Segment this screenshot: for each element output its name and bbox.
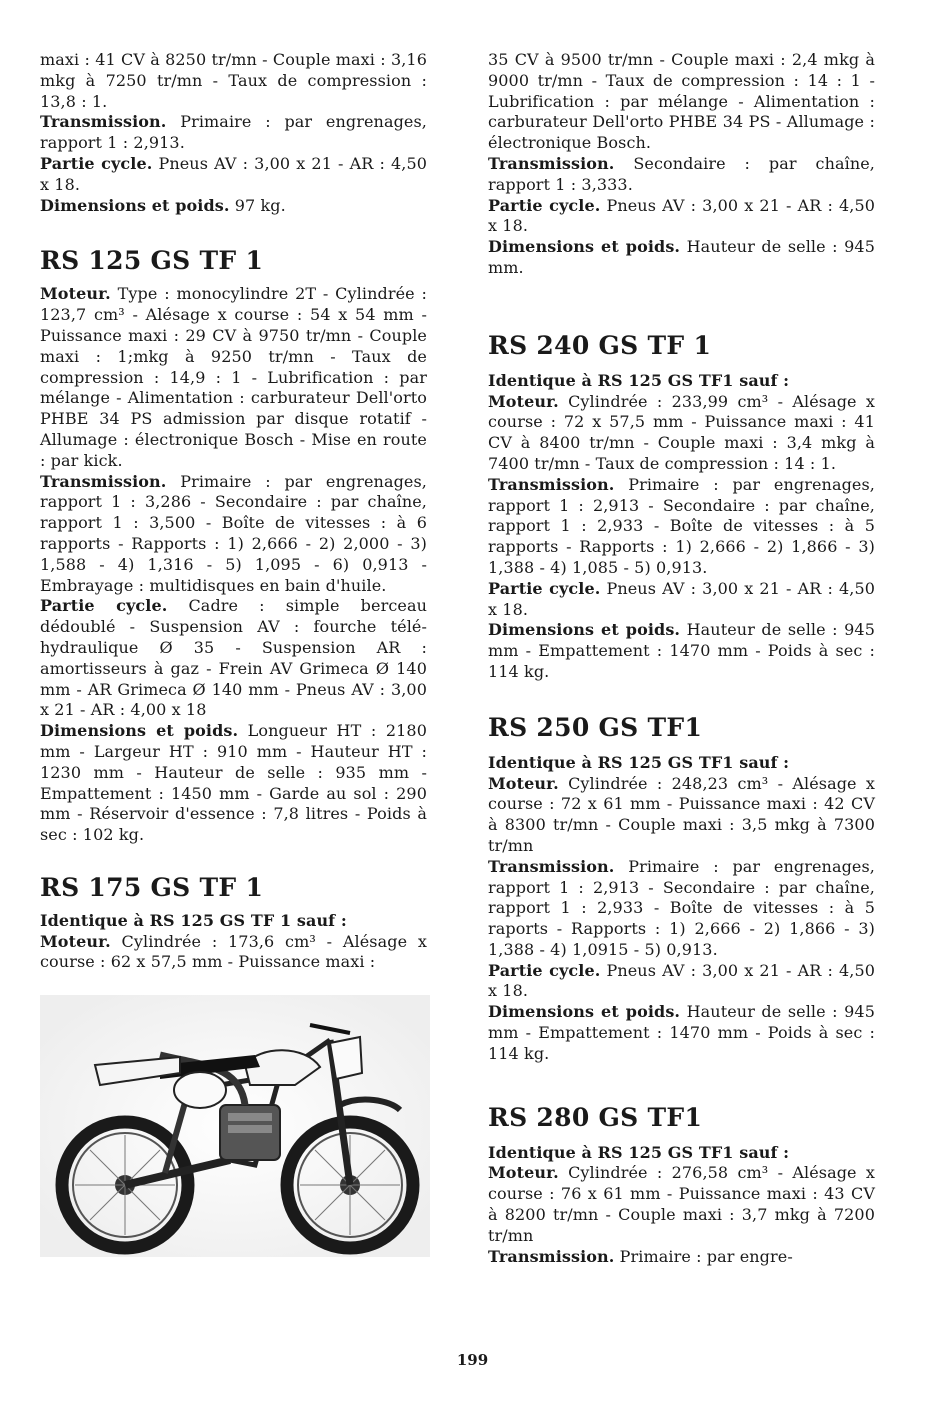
rs125-spec-block — [40, 284, 427, 846]
section-title-rs175: RS 175 GS TF 1 — [40, 872, 264, 902]
spec-text: Primaire : par engrenages, rapport 1 : 2,913 - Secondaire : par chaîne, rapport 1 : 2,933 - Boîte de vitesses : à 5 raports - Rapports : 1) 2,666 - 2) 1,866 - 3) 1,388 - 4) 1,0915 - 5) 0,913. — [488, 856, 875, 959]
spec-text: Cylindrée : 276,58 cm³ - Alésage x course : 76 x 61 mm - Puissance maxi : 43 CV à 8200 tr/mn - Couple maxi : 3,7 mkg à 7200 tr/mn — [488, 1163, 875, 1245]
spec-text: Hauteur de selle : 945 mm - Empattement : 1470 mm - Poids à sec : 114 kg. — [488, 620, 875, 681]
spec-heading: Identique à RS 125 GS TF1 sauf : — [488, 1142, 790, 1162]
spec-paragraph — [488, 1002, 875, 1064]
spec-text: Pneus AV : 3,00 x 21 - AR : 4,50 x 18. — [40, 153, 428, 194]
spec-paragraph — [40, 472, 427, 597]
spec-paragraph — [488, 371, 875, 392]
spec-heading: Identique à RS 125 GS TF 1 sauf : — [40, 910, 347, 930]
spec-paragraph — [488, 475, 875, 579]
section-title-rs125: RS 125 GS TF 1 — [40, 246, 264, 276]
spec-paragraph — [488, 579, 875, 621]
left-column — [40, 50, 427, 1257]
section-title-rs250: RS 250 GS TF1 — [488, 712, 703, 742]
spec-text: Hauteur de selle : 945 mm. — [488, 237, 875, 277]
motorcycle-illustration — [40, 995, 430, 1257]
spec-text: Longueur HT : 2180 mm - Largeur HT : 910 mm - Hauteur HT : 1230 mm - Hauteur de selle : 935 mm - Empattement : 1450 mm - Garde au sol : 290 mm - Réservoir d'essence : 7,8 litres - Poids à sec : 102 kg. — [40, 721, 427, 845]
spec-paragraph — [488, 237, 875, 279]
spec-heading: Moteur. — [40, 931, 111, 951]
spec-heading: Dimensions et poids. — [488, 1002, 681, 1022]
spec-heading: Moteur. — [40, 284, 111, 304]
spec-text: Primaire : par engrenages, rapport 1 : 3,286 - Secondaire : par chaîne, rapport 1 : 3,500 - Boîte de vitesses : à 6 rapports - Rapports : 1) 2,666 - 2) 2,000 - 3) 1,588 - 4) 1,316 - 5) 1,095 - 6) 0,913 - Embrayage : multidisques en bain d'huile. — [40, 471, 427, 595]
spec-text: 35 CV à 9500 tr/mn - Couple maxi : 2,4 mkg à 9000 tr/mn - Taux de compression : 14 : 1 - Lubrification : par mélange - Alimentation : carburateur Dell'orto PHBE 34 PS - Allumage : électronique Bosch. — [488, 50, 875, 153]
intro-continuation — [40, 50, 427, 216]
spec-text: Primaire : par engrenages, rapport 1 : 2,913 - Secondaire : par chaîne, rapport 1 : 2,933 - Boîte de vitesses : à 5 rapports - Rapports : 1) 2,666 - 2) 1,866 - 3) 1,388 - 4) 1,085 - 5) 0,913. — [488, 474, 875, 577]
spec-paragraph — [488, 392, 875, 475]
spec-heading: Identique à RS 125 GS TF1 sauf : — [488, 752, 790, 772]
intro-continuation-right — [488, 50, 875, 279]
spec-heading: Identique à RS 125 GS TF1 sauf : — [488, 370, 790, 390]
spec-heading: Partie cycle. — [40, 596, 168, 616]
spec-text: Cylindrée : 233,99 cm³ - Alésage x course : 72 x 57,5 mm - Puissance maxi : 41 CV à 8400 tr/mn - Couple maxi : 3,4 mkg à 7400 tr/mn - Taux de compression : 14 : 1. — [488, 391, 875, 473]
spec-paragraph — [488, 620, 875, 682]
rs240-spec-block — [488, 371, 875, 683]
motorcycle-photo — [40, 995, 430, 1257]
spec-text: Type : monocylindre 2T - Cylindrée : 123,7 cm³ - Alésage x course : 54 x 54 mm - Puissance maxi : 29 CV à 9750 tr/mn - Couple maxi : 1;mkg à 9250 tr/mn - Taux de compression : 14,9 : 1 - Lubrification : par mélange - Alimentation : carburateur Dell'orto PHBE 34 PS admission par disque rotatif - Allumage : électronique Bosch - Mise en route : par kick. — [40, 284, 427, 470]
spec-text: Cylindrée : 173,6 cm³ - Alésage x course : 62 x 57,5 mm - Puissance maxi : — [40, 931, 427, 972]
spec-paragraph — [40, 284, 427, 471]
spec-heading: Transmission. — [488, 1246, 615, 1266]
spec-heading: Dimensions et poids. — [40, 721, 239, 741]
spec-heading: Moteur. — [488, 773, 559, 793]
spec-heading: Partie cycle. — [488, 960, 601, 980]
spec-paragraph — [488, 857, 875, 961]
spec-paragraph — [40, 721, 427, 846]
spec-heading: Dimensions et poids. — [40, 195, 230, 215]
section-title-rs240: RS 240 GS TF 1 — [488, 330, 712, 360]
spec-text: Hauteur de selle : 945 mm - Empattement : 1470 mm - Poids à sec : 114 kg. — [488, 1002, 875, 1063]
spec-heading: Transmission. — [488, 474, 615, 494]
spec-paragraph — [40, 50, 427, 112]
spec-paragraph — [40, 911, 427, 932]
spec-text: Pneus AV : 3,00 x 21 - AR : 4,50 x 18. — [488, 195, 876, 236]
spec-paragraph — [488, 1163, 875, 1246]
spec-paragraph — [488, 961, 875, 1003]
spec-heading: Partie cycle. — [40, 153, 153, 173]
rs280-spec-block — [488, 1143, 875, 1268]
spec-paragraph — [488, 1247, 875, 1268]
spec-paragraph — [40, 196, 427, 217]
spec-paragraph — [40, 112, 427, 154]
spec-heading: Transmission. — [40, 471, 167, 491]
spec-paragraph — [488, 1143, 875, 1164]
spec-text: Primaire : par engrenages, rapport 1 : 2,913. — [40, 112, 427, 153]
rs175-spec-block — [40, 911, 427, 973]
spec-heading: Dimensions et poids. — [488, 620, 681, 640]
spec-text: Secondaire : par chaîne, rapport 1 : 3,333. — [488, 153, 875, 194]
spec-text: maxi : 41 CV à 8250 tr/mn - Couple maxi : 3,16 mkg à 7250 tr/mn - Taux de compression : 13,8 : 1. — [40, 50, 427, 111]
spec-text: Primaire : par engre- — [614, 1246, 793, 1266]
spec-heading: Moteur. — [488, 391, 559, 411]
spec-text: Cadre : simple berceau dédoublé - Suspension AV : fourche télé-hydraulique Ø 35 - Suspension AR : amortisseurs à gaz - Frein AV Grimeca Ø 140 mm - AR Grimeca Ø 140 mm - Pneus AV : 3,00 x 21 - AR : 4,00 x 18 — [40, 596, 428, 720]
spec-heading: Transmission. — [488, 153, 615, 173]
spec-paragraph — [40, 596, 427, 721]
spec-paragraph — [488, 196, 875, 238]
page-number: 199 — [456, 1351, 489, 1369]
spec-heading: Transmission. — [488, 856, 615, 876]
spec-heading: Transmission. — [40, 112, 167, 132]
spec-text: 97 kg. — [229, 195, 286, 215]
spec-text: Cylindrée : 248,23 cm³ - Alésage x course : 72 x 61 mm - Puissance maxi : 42 CV à 8300 tr/mn - Couple maxi : 3,5 mkg à 7300 tr/mn — [488, 773, 875, 855]
spec-heading: Moteur. — [488, 1163, 559, 1183]
spec-text: Pneus AV : 3,00 x 21 - AR : 4,50 x 18. — [488, 960, 876, 1001]
spec-paragraph — [488, 154, 875, 196]
spec-paragraph — [488, 50, 875, 154]
spec-heading: Partie cycle. — [488, 195, 601, 215]
right-column — [488, 50, 875, 1267]
spec-text: Pneus AV : 3,00 x 21 - AR : 4,50 x 18. — [488, 578, 876, 619]
spec-paragraph — [40, 932, 427, 974]
spec-paragraph — [488, 774, 875, 857]
rs250-spec-block — [488, 753, 875, 1065]
spec-heading: Partie cycle. — [488, 578, 601, 598]
spec-paragraph — [488, 753, 875, 774]
section-title-rs280: RS 280 GS TF1 — [488, 1102, 703, 1132]
spec-heading: Dimensions et poids. — [488, 237, 681, 257]
spec-paragraph — [40, 154, 427, 196]
